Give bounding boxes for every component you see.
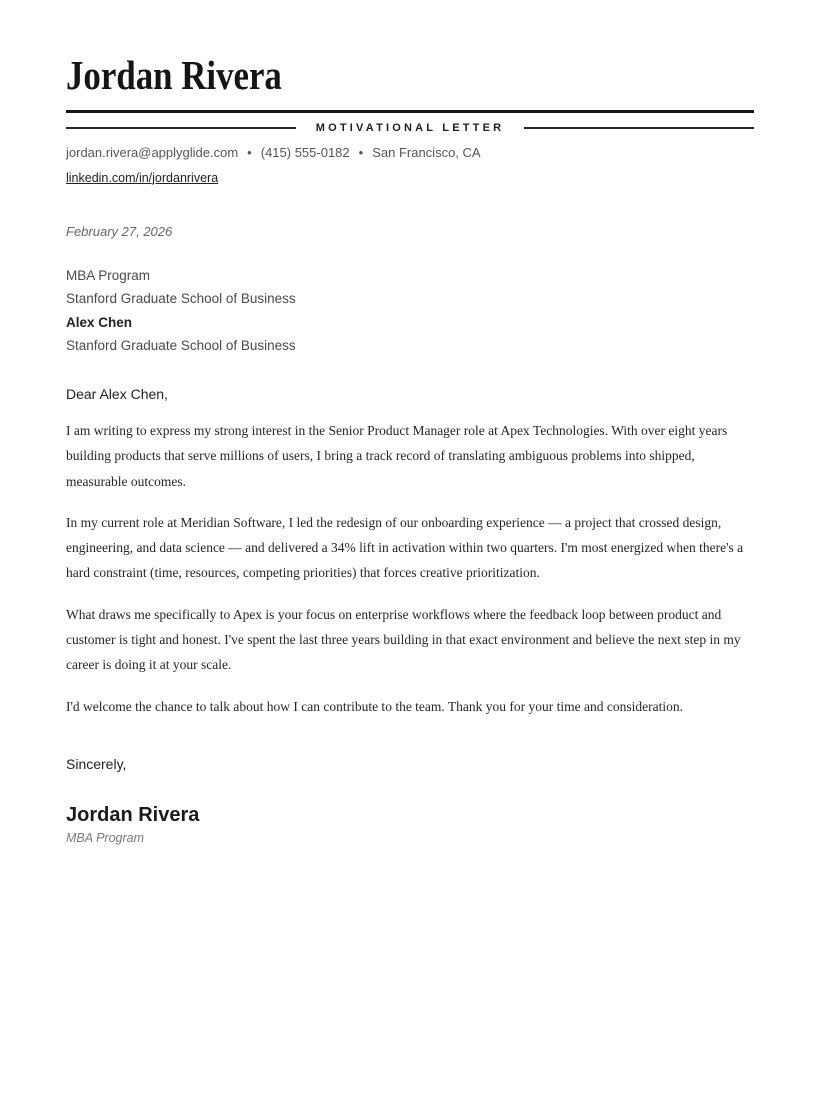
contact-email: jordan.rivera@applyglide.com [66, 144, 239, 160]
header-divider [66, 110, 754, 113]
recipient-school: Stanford Graduate School of Business [66, 338, 296, 354]
contact-info [66, 145, 754, 160]
doc-type-left-rule [66, 127, 296, 129]
bullet-separator: • [247, 144, 252, 160]
signature-title: MBA Program [66, 830, 145, 845]
body-paragraph: I'd welcome the chance to talk about how I can contribute to the team. Thank you for your time and consideration. [66, 698, 683, 714]
salutation: Dear Alex Chen, [66, 385, 168, 402]
signature-name: Jordan Rivera [66, 803, 200, 826]
page-title [66, 53, 754, 99]
doc-type-label: MOTIVATIONAL LETTER [315, 121, 505, 134]
doc-type-right-rule [524, 127, 754, 129]
linkedin-row [66, 169, 754, 187]
recipient-school: Stanford Graduate School of Business [66, 291, 296, 307]
contact-phone: (415) 555-0182 [260, 144, 350, 160]
page-title-text: Jordan Rivera [66, 52, 282, 98]
closing: Sincerely, [66, 755, 127, 772]
body-paragraph: In my current role at Meridian Software, I led the redesign of our onboarding experience — a project that crossed design, engineering, and data science — and delivered a 34% lift in activation within two quarters. I'm most energized when there's a hard constraint (time, resources, competing priorities) that forces creative prioritization. [66, 514, 744, 581]
linkedin-link[interactable]: linkedin.com/in/jordanrivera [66, 170, 219, 185]
doc-type-banner [66, 122, 754, 134]
recipient-program: MBA Program [66, 267, 151, 283]
contact-location: San Francisco, CA [372, 144, 481, 160]
letter-date: February 27, 2026 [66, 223, 173, 239]
recipient-block [66, 264, 754, 358]
bullet-separator: • [358, 144, 364, 160]
body-paragraph: What draws me specifically to Apex is your focus on enterprise workflows where the feedback loop between product and customer is tight and honest. I've spent the last three years building in that exact environment and believe the next step in my career is doing it at your scale. [66, 606, 741, 673]
body-paragraph: I am writing to express my strong interest in the Senior Product Manager role at Apex Technologies. With over eight years building products that serve millions of users, I bring a track record of translating ambiguous problems into shipped, measurable outcomes. [66, 422, 728, 489]
recipient-name: Alex Chen [66, 314, 133, 330]
letter-body [66, 418, 754, 719]
